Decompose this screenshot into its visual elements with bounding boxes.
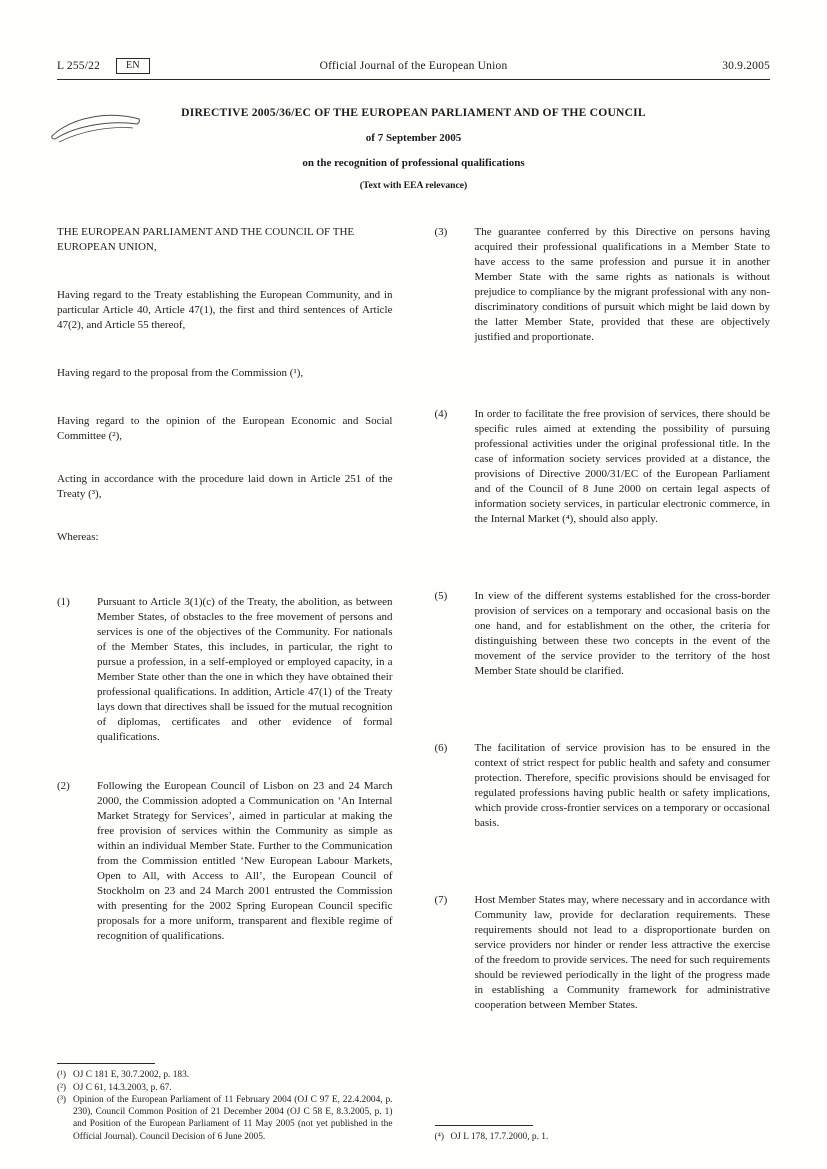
footnote-marker: (²) [57, 1082, 67, 1093]
left-footnotes [57, 1063, 393, 1143]
recital-number: (1) [57, 596, 70, 608]
footnote-1 [57, 1069, 393, 1081]
title-block [57, 106, 770, 191]
footnote-text: Opinion of the European Parliament of 11 February 2004 (OJ C 97 E, 22.4.2004, p. 230), Council Common Position of 21 December 2004 (OJ C 58 E, 8.3.2005, p. 1) and Position of the European Parliament of 11 May 2005 (not yet published in the Official Journal). Council Decision of 6 June 2005. [73, 1094, 393, 1142]
recital-1 [57, 595, 393, 745]
recital-number: (3) [434, 226, 448, 238]
issue-date: 30.9.2005 [722, 60, 770, 72]
recital-6 [435, 741, 771, 831]
footnote-rule [57, 1063, 155, 1064]
footnote-text: OJ L 178, 17.7.2000, p. 1. [450, 1131, 549, 1142]
journal-title: Official Journal of the European Union [319, 60, 508, 72]
recital-text: Host Member States may, where necessary and in accordance with Community law, provide for declaration requirements. These requirements should not lead to a disproportionate burden on service providers nor hinder or render less attractive the exercise of the freedom to provide services. The need for such requirements should be reviewed periodically in the light of the progress made in establishing a Community framework for administrative cooperation between Member States. [474, 894, 770, 1011]
citation-commission-proposal: Having regard to the proposal from the Commission (¹), [57, 367, 304, 379]
footnote-text: OJ C 61, 14.3.2003, p. 67. [73, 1082, 172, 1093]
right-footnotes [435, 1125, 771, 1143]
footnote-marker: (³) [57, 1094, 67, 1105]
footnote-rule [435, 1125, 533, 1126]
body-columns [57, 225, 770, 1143]
footnote-text: OJ C 181 E, 30.7.2002, p. 183. [73, 1070, 190, 1081]
recital-5 [435, 589, 771, 679]
directive-date: of 7 September 2005 [365, 132, 462, 144]
recital-number: (2) [57, 780, 70, 792]
recital-text: Following the European Council of Lisbon on 23 and 24 March 2000, the Commission adopted a Communication on ‘An Internal Market Strategy for Services’, aimed in particular at making the free provision of services within the Community as simple as within an individual Member State. Further to the Communication from the Commission entitled ‘New European Labour Markets, Open to All, with Access to All’, the European Council of Stockholm on 23 and 24 March 2001 entrusted the Commission with presenting for the 2002 Spring European Council specific proposals for a more uniform, transparent and flexible regime of recognition of qualifications. [97, 780, 393, 942]
left-column [57, 225, 393, 1143]
header-rule [57, 79, 770, 80]
footnote-marker: (¹) [57, 1070, 67, 1081]
running-head [57, 58, 770, 74]
recital-4 [435, 407, 771, 527]
enacting-authority: THE EUROPEAN PARLIAMENT AND THE COUNCIL OF THE EUROPEAN UNION, [57, 226, 355, 253]
footnote-3 [57, 1094, 393, 1143]
footnote-4 [435, 1131, 771, 1143]
directive-subject: on the recognition of professional qualifications [302, 157, 525, 169]
citation-eesc-opinion: Having regard to the opinion of the European Economic and Social Committee (²), [57, 415, 393, 442]
language-badge: EN [116, 58, 150, 74]
recital-number: (6) [434, 742, 448, 754]
footnote-2 [57, 1082, 393, 1094]
recital-text: The guarantee conferred by this Directive on persons having acquired their professional qualifications in a Member State to have access to the same profession and pursue it in another Member State with the same rights as nationals is without prejudice to compliance by the migrant professional with any non-discriminatory conditions of pursuit which might be laid down by the latter Member State, provided that these are objectively justified and proportionate. [474, 226, 770, 343]
recital-text: Pursuant to Article 3(1)(c) of the Treaty, the abolition, as between Member States, of obstacles to the free movement of persons and services is one of the objectives of the Community. For nationals of the Member States, this includes, in particular, the right to pursue a profession, in a self-employed or employed capacity, in a Member State other than the one in which they have obtained their professional qualifications. In addition, Article 47(1) of the Treaty lays down that directives shall be issued for the mutual recognition of diplomas, certificates and other evidence of formal qualifications. [97, 596, 393, 743]
citation-treaty: Having regard to the Treaty establishing the European Community, and in particular Article 40, Article 47(1), the first and third sentences of Article 47(2), and Article 55 thereof, [57, 289, 393, 331]
recital-text: In view of the different systems established for the cross-border provision of services on a temporary and occasional basis on the one hand, and for establishment on the other, the criteria for distinguishing between these two concepts in the event of the movement of the service provider to the territory of the host Member State should be clarified. [474, 590, 770, 677]
recital-number: (5) [434, 590, 448, 602]
eea-relevance-note: (Text with EEA relevance) [359, 180, 468, 191]
whereas-label: Whereas: [57, 531, 99, 543]
recital-3 [435, 225, 771, 345]
page-reference: L 255/22 [57, 60, 101, 72]
recital-number: (4) [434, 408, 448, 420]
citation-procedure: Acting in accordance with the procedure laid down in Article 251 of the Treaty (³), [57, 473, 393, 500]
right-column [435, 225, 771, 1143]
footnote-marker: (⁴) [434, 1131, 445, 1142]
recital-text: In order to facilitate the free provision of services, there should be specific rules aimed at extending the possibility of pursuing professional activities under the original professional title. In the case of information society services provided at a distance, the provisions of Directive 2000/31/EC of the European Parliament and of the Council of 8 June 2000 on certain legal aspects of information society services, in particular electronic commerce, in the Internal Market (⁴), should also apply. [474, 408, 770, 525]
recital-2 [57, 779, 393, 944]
publications-office-logo-icon [49, 106, 144, 148]
recital-7 [435, 893, 771, 1013]
recital-number: (7) [434, 894, 448, 906]
recital-text: The facilitation of service provision has to be ensured in the context of strict respect for public health and safety and consumer protection. Therefore, specific provisions should be envisaged for regulated professions having public health or safety implications, which provide cross-frontier services on a temporary or occasional basis. [474, 742, 770, 829]
running-head-left [57, 58, 247, 74]
directive-title: DIRECTIVE 2005/36/EC OF THE EUROPEAN PARLIAMENT AND OF THE COUNCIL [181, 106, 646, 119]
